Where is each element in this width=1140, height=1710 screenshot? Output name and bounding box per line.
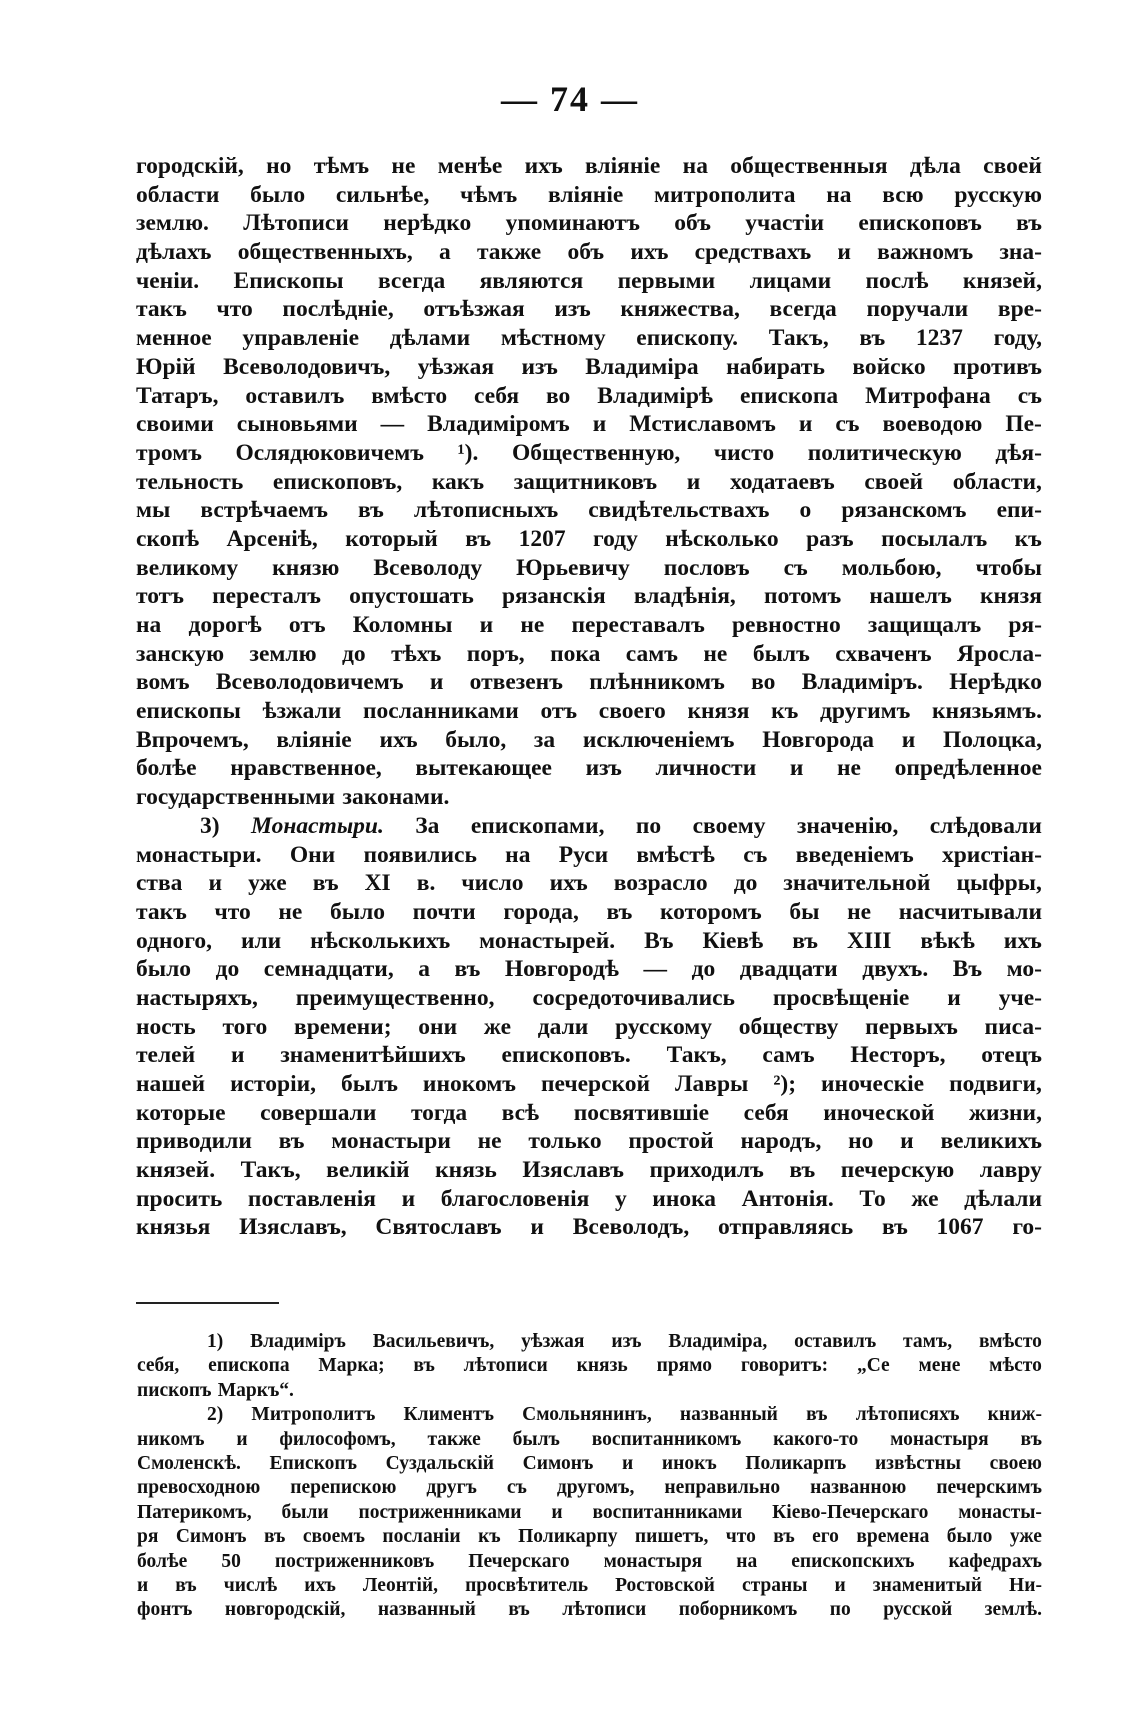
footnote-line: Смоленскѣ. Епископъ Суздальскій Симонъ и инокъ Поликарпъ извѣстны своею [137, 1452, 1042, 1474]
footnotes [137, 1330, 1042, 1623]
body-text [136, 152, 1042, 1242]
text-line: ченіи. Епископы всегда являются первыми лицами послѣ князей, [136, 267, 1042, 294]
text-line: скопѣ Арсеніѣ, который въ 1207 году нѣсколько разъ посылалъ къ [136, 525, 1042, 552]
text-line: такъ что послѣдніе, отъѣзжая изъ княжества, всегда поручали вре- [136, 296, 1042, 323]
footnote-line: превосходною перепискою другъ съ другомъ, неправильно названною печерскимъ [137, 1477, 1042, 1499]
text-line: одного, или нѣсколькихъ монастырей. Въ Кіевѣ въ XIII вѣкѣ ихъ [136, 927, 1042, 954]
text-line: Юрій Всеволодовичъ, уѣзжая изъ Владиміра набирать войско противъ [136, 353, 1042, 380]
text-line: просить поставленія и благословенія у инока Антонія. То же дѣлали [136, 1185, 1042, 1212]
text-line: Впрочемъ, вліяніе ихъ было, за исключеніемъ Новгорода и Полоцка, [136, 726, 1042, 753]
page-number: — 74 — [501, 79, 639, 119]
footnote-line: болѣе 50 постриженниковъ Печерскаго монастыря на епископскихъ кафедрахъ [137, 1550, 1042, 1572]
text-line: области было сильнѣе, чѣмъ вліяніе митрополита на всю русскую [136, 181, 1042, 208]
text-line: которые совершали тогда всѣ посвятившіе себя иноческой жизни, [136, 1099, 1042, 1126]
footnote-line: пископъ Маркъ“. [137, 1379, 294, 1401]
text-line: такъ что не было почти города, въ которомъ бы не насчитывали [136, 898, 1042, 925]
footnote-divider [136, 1302, 279, 1304]
footnote-line: 2) Митрополитъ Климентъ Смольнянинъ, названный въ лѣтописяхъ книж- [207, 1404, 1042, 1426]
footnote-line: 1) Владиміръ Васильевичъ, уѣзжая изъ Владиміра, оставилъ тамъ, вмѣсто [207, 1331, 1042, 1352]
text-line: приводили въ монастыри не только простой народъ, но и великихъ [136, 1128, 1042, 1155]
text-line: епископы ѣзжали посланниками отъ своего князя къ другимъ князьямъ. [136, 698, 1042, 725]
text-line: государственными законами. [136, 784, 450, 811]
text-line: дѣлахъ общественныхъ, а также объ ихъ средствахъ и важномъ зна- [136, 239, 1042, 266]
text-line: болѣе нравственное, вытекающее изъ личности и не опредѣленное [136, 755, 1042, 782]
text-line: занскую землю до тѣхъ поръ, пока самъ не былъ схваченъ Яросла- [136, 640, 1042, 667]
text-line: нашей исторіи, былъ инокомъ печерской Лавры ²); иноческіе подвиги, [136, 1071, 1042, 1097]
footnote-line: Патерикомъ, были постриженниками и воспитанниками Кіево-Печерскаго монасты- [137, 1501, 1042, 1523]
text-line: тромъ Ослядюковичемъ ¹). Общественную, чисто политическую дѣя- [136, 439, 1042, 466]
text-line: настыряхъ, преимущественно, сосредоточивались просвѣщеніе и уче- [136, 984, 1042, 1011]
text-line: телей и знаменитѣйшихъ епископовъ. Такъ, самъ Несторъ, отецъ [136, 1042, 1042, 1069]
footnote-line: никомъ и философомъ, также былъ воспитанникомъ какого-то монастыря въ [137, 1428, 1042, 1450]
text-line: князей. Такъ, великій князь Изяславъ приходилъ въ печерскую лавру [136, 1157, 1042, 1184]
footnote-line: себя, епископа Марка; въ лѣтописи князь прямо говоритъ: „Се мене мѣсто [137, 1355, 1042, 1377]
text-line: тотъ пересталъ опустошать рязанскія владѣнія, потомъ нашелъ князя [136, 583, 1042, 610]
footnote-line: ря Симонъ въ своемъ посланіи къ Поликарпу пишетъ, что въ его времена было уже [137, 1526, 1042, 1548]
text-line: вомъ Всеволодовичемъ и отвезенъ плѣнникомъ во Владиміръ. Нерѣдко [136, 669, 1042, 696]
text-line: городскій, но тѣмъ не менѣе ихъ вліяніе на общественныя дѣла своей [136, 153, 1042, 179]
footnote-line: и въ числѣ ихъ Леонтій, просвѣтитель Ростовской страны и знаменитый Ни- [137, 1574, 1042, 1596]
text-line: Татаръ, оставилъ вмѣсто себя во Владимірѣ епископа Митрофана съ [136, 382, 1042, 409]
text-line: менное управленіе дѣлами мѣстному епископу. Такъ, въ 1237 году, [136, 325, 1042, 352]
text-line: монастыри. Они появились на Руси вмѣстѣ съ введеніемъ христіан- [136, 841, 1042, 868]
text-line: ства и уже въ XI в. число ихъ возрасло до значительной цыфры, [136, 870, 1042, 897]
text-line: ность того времени; они же дали русскому обществу первыхъ писа- [136, 1013, 1042, 1040]
text-line: великому князю Всеволоду Юрьевичу пословъ съ мольбою, чтобы [136, 554, 1042, 581]
footnote-line: фонтъ новгородскій, названный въ лѣтописи поборникомъ по русской землѣ. [137, 1599, 1042, 1621]
text-line: князья Изяславъ, Святославъ и Всеволодъ, отправляясь въ 1067 го- [136, 1214, 1042, 1241]
text-line: тельность епископовъ, какъ защитниковъ и ходатаевъ своей области, [136, 468, 1042, 495]
text-line: на дорогѣ отъ Коломны и не переставалъ ревностно защищалъ ря- [136, 612, 1042, 638]
text-line: мы встрѣчаемъ въ лѣтописныхъ свидѣтельствахъ о рязанскомъ епи- [136, 497, 1042, 524]
text-line: землю. Лѣтописи нерѣдко упоминаютъ объ участіи епископовъ въ [136, 210, 1042, 237]
text-line: 3) Монастыри. За епископами, по своему значенію, слѣдовали [200, 812, 1042, 839]
text-line: было до семнадцати, а въ Новгородѣ — до двадцати двухъ. Въ мо- [136, 956, 1042, 983]
text-line: своими сыновьями — Владиміромъ и Мстиславомъ и съ воеводою Пе- [136, 411, 1042, 438]
